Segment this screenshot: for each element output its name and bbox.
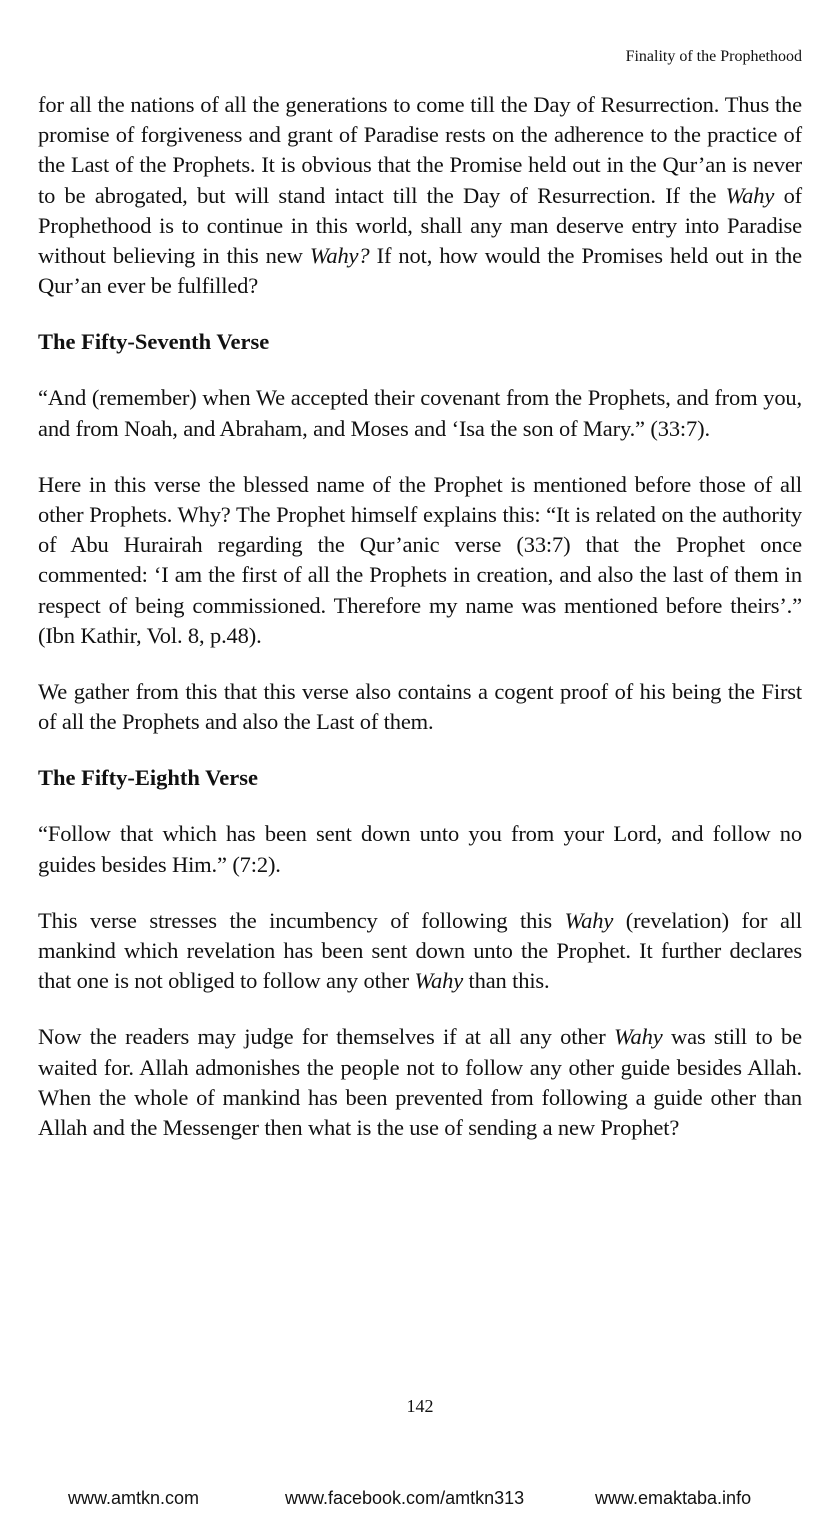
text-run: of Prophethood is to continue in this world, shall any man deserve entry into Paradise without believing in this new	[38, 182, 803, 269]
paragraph-conclusion: We gather from this that this verse also contains a cogent proof of his being the First of all the Prophets and also the Last of them.	[38, 679, 802, 735]
footer-link-emaktaba[interactable]: www.emaktaba.info	[595, 1488, 752, 1508]
paragraph-wahy-stress	[38, 906, 802, 997]
paragraph-1	[38, 90, 802, 301]
paragraph-verse-7-2: “Follow that which has been sent down unto you from your Lord, and follow no guides besides Him.” (7:2).	[38, 821, 802, 877]
italic-term: Wahy	[414, 968, 464, 994]
text-run: Now the readers may judge for themselves if at all any other	[38, 1024, 615, 1050]
footer-link-amtkn[interactable]: www.amtkn.com	[68, 1488, 200, 1508]
italic-term: Wahy	[614, 1024, 663, 1050]
section-heading-fifty-seventh: The Fifty-Seventh Verse	[38, 329, 270, 355]
page-number: 142	[406, 1396, 434, 1416]
italic-term: Wahy	[564, 907, 614, 933]
text-run: than this.	[463, 968, 550, 994]
footer-link-facebook[interactable]: www.facebook.com/amtkn313	[285, 1488, 525, 1508]
running-header: Finality of the Prophethood	[625, 48, 802, 65]
italic-term: Wahy?	[309, 243, 370, 269]
text-run: If not, how would the Promises held out in the Qur’an ever be fulfilled?	[38, 243, 802, 299]
text-run: (revelation) for all mankind which revelation has been sent down unto the Prophet. It further declares that one is not obliged to follow any other	[38, 907, 802, 994]
paragraph-verse-33-7: “And (remember) when We accepted their covenant from the Prophets, and from you, and from Noah, and Abraham, and Moses and ‘Isa the son of Mary.” (33:7).	[38, 385, 802, 441]
paragraph-explanation: Here in this verse the blessed name of the Prophet is mentioned before those of all other Prophets. Why? The Prophet himself explains this: “It is related on the authority of Abu Hurairah regarding the Qur’anic verse (33:7) that the Prophet once commented: ‘I am the first of all the Prophets in creation, and also the last of them in respect of being commissioned. Therefore my name was mentioned before theirs’.” (Ibn Kathir, Vol. 8, p.48).	[38, 471, 802, 648]
text-run: This verse stresses the incumbency of following this	[38, 907, 565, 933]
section-heading-fifty-eighth: The Fifty-Eighth Verse	[38, 765, 259, 791]
text-run: was still to be waited for. Allah admonishes the people not to follow any other guide besides Allah. When the whole of mankind has been prevented from following a guide other than Allah and the Messenger then what is the use of sending a new Prophet?	[38, 1024, 802, 1141]
text-run: for all the nations of all the generations to come till the Day of Resurrection. Thus the promise of forgiveness and grant of Paradise rests on the adherence to the practice of the Last of the Prophets. It is obvious that the Promise held out in the Qur’an is never to be abrogated, but will stand intact till the Day of Resurrection. If the	[38, 92, 802, 208]
italic-term: Wahy	[725, 182, 775, 208]
page-body	[38, 90, 802, 1169]
paragraph-final	[38, 1022, 802, 1143]
